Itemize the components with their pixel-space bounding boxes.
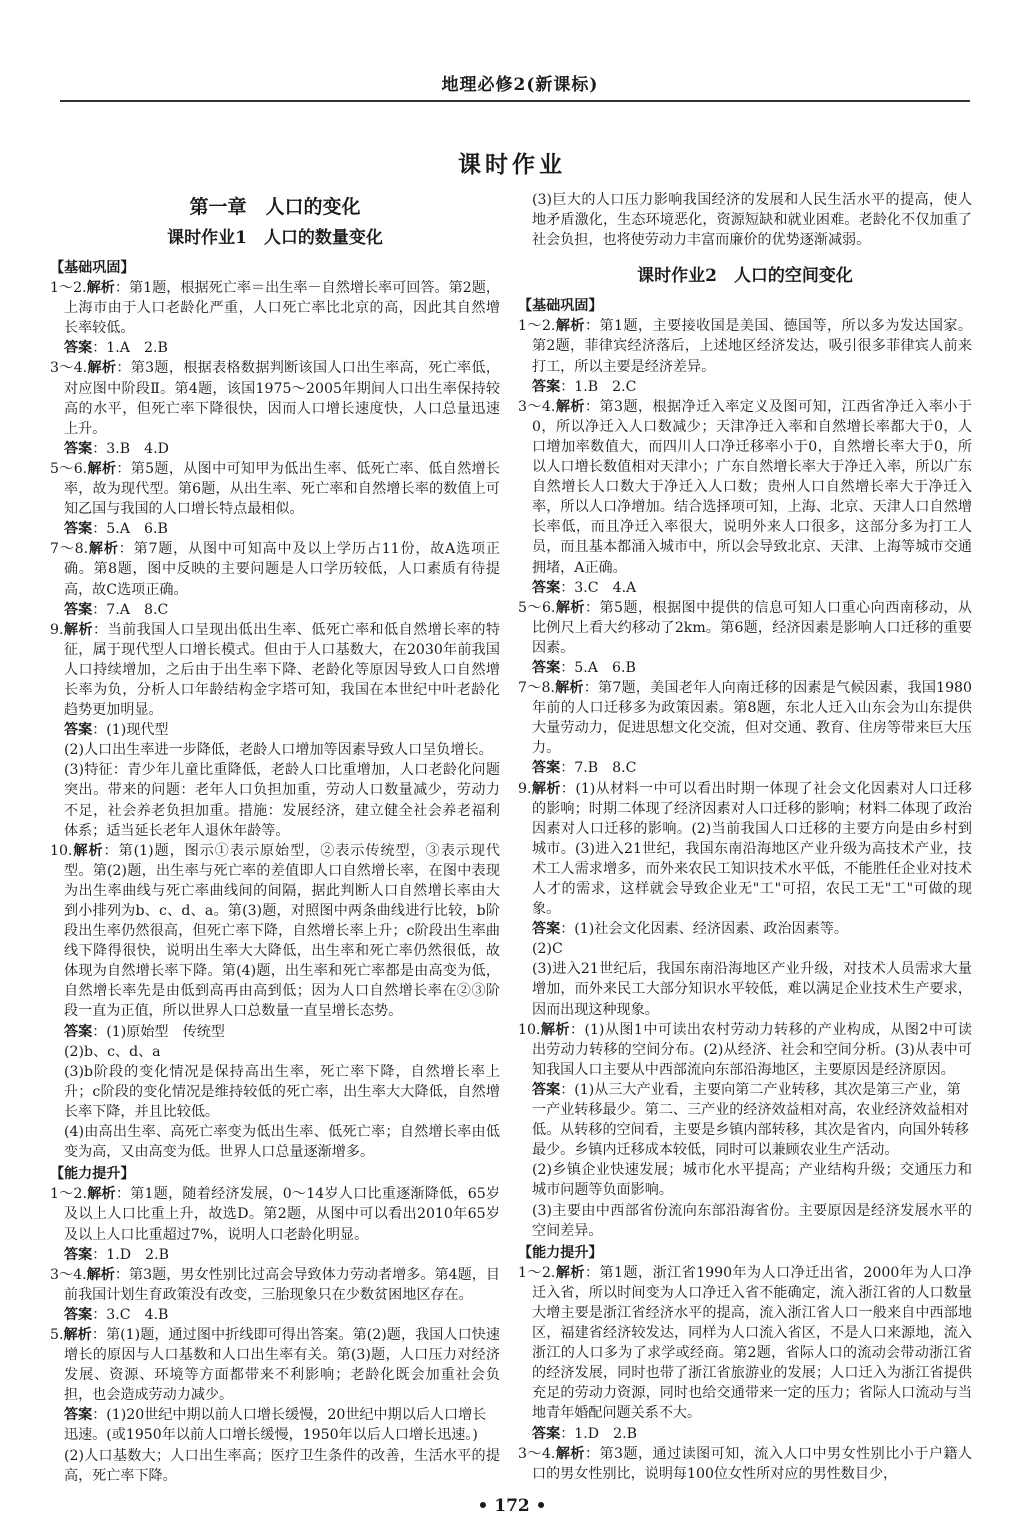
analysis-text: ：第3题，根据净迁入率定义及图可知，江西省净迁入率小于0，所以净迁入人口数减少；天津净迁入率和自然增长率都大于0，人口增加率数值大，而四川人口净迁移率小于0，自然增长率大于0，所以人口增长数值相对天津小；广东自然增长率大于净迁入率，所以广东自然增长人口数大于净迁入人口数；贵州人口自然增长率大于净迁入率，所以人口净增加。结合选择项可知，上海、北京、天津人口自然增长率低，而且净迁入率很大，说明外来人口很多，这部分多为打工人员，而且基本都涌入城市中，所以会导致北京、天津、上海等城市交通拥堵，A正确。 bbox=[532, 398, 973, 576]
answer-label: 答案 bbox=[64, 340, 93, 357]
analysis-label: 解析 bbox=[554, 680, 584, 697]
left-sections bbox=[50, 258, 500, 1486]
answer-line: 答案：1.B 2.C bbox=[532, 378, 637, 395]
answer-text: 3.C 4.A bbox=[574, 579, 637, 596]
answer-line: 答案：(1)从三大产业看，主要向第二产业转移，其次是第三产业，第一产业转移最少。第二、三产业的经济效益相对高，农业经济效益相对低。从转移的空间看，主要是乡镇内部转移，其次是省内，向国外转移最少。乡镇内迁移成本较低，同时可以兼顾农业生产活动。 bbox=[532, 1081, 969, 1159]
analysis-label: 解析 bbox=[86, 1266, 115, 1283]
answer-text: 5.A 6.B bbox=[574, 659, 636, 676]
question-item bbox=[518, 316, 972, 376]
continuation-text: (3)巨大的人口压力影响我国经济的发展和人民生活水平的提高，使人地矛盾激化，生态环境恶化，资源短缺和就业困难。老龄化不仅加重了社会负担，也将使劳动力丰富而廉价的优势逐渐减弱。 bbox=[532, 192, 972, 249]
analysis-text: ：第1题，主要接收国是美国、德国等，所以多为发达国家。第2题，菲律宾经济落后，上述地区经济发达，吸引很多菲律宾人前来打工，所以主要是经济差异。 bbox=[532, 318, 973, 375]
analysis-text: ：第7题，美国老年人向南迁移的因素是气候因素，我国1980年前的人口迁移多为政策因素。第8题，东北人迁入山东会为山东提供大量劳动力，促进思想文化交流，但对交通、教育、住房等带来巨大压力。 bbox=[532, 680, 972, 757]
analysis-label: 解析 bbox=[531, 780, 561, 797]
question-item bbox=[50, 278, 500, 338]
answer-line: 答案：(1)社会文化因素、经济因素、政治因素等。 bbox=[532, 921, 848, 938]
analysis-text: ：(1)从图1中可读出农村劳动力转移的产业构成，从图2中可读出劳动力转移的空间分布。(2)从经济、社会和空间分析。(3)从表中可知我国人口主要从中西部流向东部沿海地区，主要原因是经济原因。 bbox=[532, 1021, 973, 1078]
answer-subpart: (3)特征：青少年儿童比重降低，老龄人口比重增加，人口老龄化问题突出。带来的问题：老年人口负担加重，劳动人口数量减少，劳动力不足，社会养老负担加重。措施：发展经济，建立健全社会养老福利体系；适当延长老年人退休年龄等。 bbox=[64, 762, 500, 839]
answer-text: 1.D 2.B bbox=[106, 1246, 169, 1263]
analysis-label: 解析 bbox=[555, 1445, 585, 1462]
analysis-label: 解析 bbox=[555, 398, 585, 415]
question-item bbox=[518, 1444, 972, 1484]
analysis-text: ：第1题，根据死亡率＝出生率－自然增长率可回答。第2题，上海市由于人口老龄化严重，人口死亡率比北京的高，因此其自然增长率较低。 bbox=[64, 280, 501, 337]
analysis-text: ：第5题，根据图中提供的信息可知人口重心向西南移动，从比例尺上看大约移动了2km。第6题，经济因素是影响人口迁移的重要因素。 bbox=[532, 599, 973, 656]
answer-text: 5.A 6.B bbox=[106, 521, 168, 538]
answer-line: 答案：1.A 2.B bbox=[64, 340, 168, 357]
question-item bbox=[50, 459, 500, 519]
analysis-text: ：第3题，通过读图可知，流入人口中男女性别比小于户籍人口的男女性别比，说明每100位女性所对应的男性数目少， bbox=[532, 1445, 973, 1482]
answer-line: 答案：5.A 6.B bbox=[64, 521, 168, 538]
analysis-text: ：第3题，男女性别比过高会导致体力劳动者增多。第4题，目前我国计划生育政策没有改变，三胎现象只在少数贫困地区存在。 bbox=[64, 1266, 501, 1303]
page-number: • 172 • bbox=[477, 1496, 547, 1516]
answer-text: (1)从三大产业看，主要向第二产业转移，其次是第三产业，第一产业转移最少。第二、三产业的经济效益相对高，农业经济效益相对低。从转移的空间看，主要是乡镇内部转移，其次是省内，向国外转移最少。乡镇内迁移成本较低，同时可以兼顾农业生产活动。 bbox=[532, 1081, 969, 1159]
answer-line: 答案：(1)现代型 bbox=[64, 722, 169, 739]
lesson-title: 课时作业1 人口的数量变化 bbox=[167, 228, 383, 248]
section-heading: 【基础巩固】 bbox=[518, 298, 603, 315]
answer-text: (1)原始型 传统型 bbox=[106, 1023, 225, 1040]
question-number: 7～8. bbox=[50, 541, 89, 558]
answer-subpart: (2)乡镇企业快速发展；城市化水平提高；产业结构升级；交通压力和城市问题等负面影响。 bbox=[532, 1162, 972, 1199]
answer-subpart: (2)人口基数大；人口出生率高；医疗卫生条件的改善，生活水平的提高，死亡率下降。 bbox=[64, 1447, 500, 1484]
question-number: 3～4. bbox=[50, 1266, 87, 1283]
analysis-label: 解析 bbox=[555, 599, 585, 616]
analysis-label: 解析 bbox=[555, 1264, 585, 1281]
question-number: 1～2. bbox=[50, 1186, 87, 1203]
analysis-label: 解析 bbox=[540, 1021, 570, 1038]
answer-text: 7.B 8.C bbox=[574, 760, 637, 777]
question-item bbox=[518, 678, 972, 758]
analysis-text: ：(1)从材料一中可以看出时期一体现了社会文化因素对人口迁移的影响；时期二体现了经济因素对人口迁移的影响；材料二体现了政治因素对人口迁移的影响。(2)当前我国人口迁移的主要方向是由乡村到城市。(3)进入21世纪，我国东南沿海地区产业升级为高技术产业，技术工人需求增多，而外来农民工知识技术水平低，不能胜任企业对技术人才的需求，这样就会导致企业无"工"可招，农民工无"工"可做的现象。 bbox=[532, 780, 972, 918]
question-number: 5～6. bbox=[50, 460, 88, 477]
analysis-label: 解析 bbox=[86, 1186, 116, 1203]
answer-label: 答案 bbox=[64, 722, 93, 739]
answer-label: 答案 bbox=[532, 378, 561, 395]
answer-subpart: (3)进入21世纪后，我国东南沿海地区产业升级，对技术人员需求大量增加，而外来民工大部分知识水平较低，难以满足企业技术生产要求，因而出现这种现象。 bbox=[532, 961, 972, 1018]
answer-label: 答案 bbox=[64, 521, 93, 538]
answer-label: 答案 bbox=[64, 1407, 93, 1424]
question-item bbox=[518, 1020, 972, 1080]
answer-text: (1)社会文化因素、经济因素、政治因素等。 bbox=[574, 921, 848, 938]
answer-line: 答案：3.C 4.A bbox=[532, 579, 637, 596]
answer-subpart: (2)C bbox=[532, 941, 563, 958]
question-item bbox=[50, 1184, 500, 1244]
answer-subpart: (4)由高出生率、高死亡率变为低出生率、低死亡率；自然增长率由低变为高，又由高变为低。世界人口总量逐渐增多。 bbox=[64, 1124, 500, 1161]
answer-label: 答案 bbox=[532, 760, 561, 777]
analysis-text: ：第1题，浙江省1990年为人口净迁出省，2000年为人口净迁入省，所以时间变为人口净迁入省不能确定，流入浙江省的人口数量大增主要是浙江省经济水平的提高，流入浙江省人口一般来自中西部地区，福建省经济较发达，同样为人口流入省区，不是人口来源地，流入浙江的人口多为了求学或经商。第2题，省际人口的流动会带动浙江省的经济发展，同时也带了浙江省旅游业的发展；人口迁入为浙江省提供充足的劳动力资源，同时也给交通带来一定的压力；省际人口流动与当地青年婚配问题关系不大。 bbox=[532, 1264, 973, 1422]
answer-text: 3.C 4.B bbox=[106, 1306, 169, 1323]
analysis-text: ：第1题，随着经济发展，0～14岁人口比重逐渐降低，65岁及以上人口比重上升，故选D。第2题，从图中可以看出2010年65岁及以上人口比重超过7%，说明人口老龄化明显。 bbox=[64, 1186, 500, 1243]
question-number: 3～4. bbox=[518, 1445, 556, 1462]
question-item bbox=[518, 397, 972, 578]
answer-line: 答案：3.C 4.B bbox=[64, 1306, 169, 1323]
answer-text: 1.B 2.C bbox=[574, 378, 637, 395]
answer-text: 3.B 4.D bbox=[106, 440, 169, 457]
question-number: 5～6. bbox=[518, 599, 556, 616]
answer-text: 7.A 8.C bbox=[106, 601, 169, 618]
analysis-text: ：第3题，根据表格数据判断该国人口出生率高，死亡率低，对应图中阶段Ⅱ。第4题，该国1975～2005年期间人口出生率保持较高的水平，但死亡率下降很快，因而人口增长速度快，人口总量迅速上升。 bbox=[64, 360, 501, 437]
answer-line: 答案：7.A 8.C bbox=[64, 601, 169, 618]
answer-line: 答案：(1)20世纪中期以前人口增长缓慢，20世纪中期以后人口增长迅速。(或1950年以前人口增长缓慢，1950年以后人口增长迅速。) bbox=[64, 1407, 487, 1444]
question-item bbox=[50, 1265, 500, 1305]
left-column bbox=[50, 190, 500, 1486]
chapter-title: 第一章 人口的变化 bbox=[189, 196, 361, 218]
analysis-text: ：第7题，从图中可知高中及以上学历占11份，故A选项正确。第8题，图中反映的主要问题是人口学历较低，人口素质有待提高，故C选项正确。 bbox=[64, 541, 501, 598]
analysis-text: ：第(1)题，通过图中折线即可得出答案。第(2)题，我国人口快速增长的原因与人口基数和人口出生率有关。第(3)题，人口压力对经济发展、资源、环境等方面都带来不利影响；老龄化既会加重社会负担，也会造成劳动力减少。 bbox=[64, 1326, 500, 1404]
question-item bbox=[50, 358, 500, 438]
answer-label: 答案 bbox=[64, 601, 93, 618]
answer-label: 答案 bbox=[64, 1023, 93, 1040]
question-number: 1～2. bbox=[518, 1264, 556, 1281]
section-heading: 【能力提升】 bbox=[518, 1244, 603, 1261]
answer-text: 1.D 2.B bbox=[574, 1425, 637, 1442]
analysis-label: 解析 bbox=[63, 621, 94, 638]
analysis-label: 解析 bbox=[72, 842, 104, 859]
question-number: 1～2. bbox=[50, 280, 87, 297]
right-column bbox=[518, 190, 972, 1484]
answer-label: 答案 bbox=[532, 659, 561, 676]
section-heading: 【能力提升】 bbox=[50, 1166, 135, 1183]
question-number: 3～4. bbox=[518, 398, 556, 415]
analysis-label: 解析 bbox=[87, 360, 117, 377]
answer-text: 1.A 2.B bbox=[106, 340, 168, 357]
question-number: 7～8. bbox=[518, 680, 555, 697]
question-item bbox=[518, 1263, 972, 1424]
answer-label: 答案 bbox=[64, 440, 93, 457]
main-title: 课时作业 bbox=[458, 151, 566, 178]
answer-subpart: (2)b、c、d、a bbox=[64, 1043, 161, 1060]
answer-line: 答案：1.D 2.B bbox=[532, 1425, 637, 1442]
question-item bbox=[50, 1325, 500, 1405]
running-header: 地理必修2(新课标) bbox=[441, 75, 599, 95]
answer-line: 答案：(1)原始型 传统型 bbox=[64, 1023, 225, 1040]
question-item bbox=[50, 841, 500, 1022]
analysis-text: ：当前我国人口呈现出低出生率、低死亡率和低自然增长率的特征，属于现代型人口增长模式。但由于人口基数大，在2030年前我国人口持续增加，之后由于出生率下降、老龄化等原因导致人口自然增长率为负，分析人口年龄结构金字塔可知，我国在本世纪中叶老龄化趋势更加明显。 bbox=[64, 621, 500, 719]
analysis-label: 解析 bbox=[88, 541, 119, 558]
answer-label: 答案 bbox=[532, 1081, 561, 1098]
answer-label: 答案 bbox=[64, 1246, 93, 1263]
answer-label: 答案 bbox=[532, 1425, 561, 1442]
header-rule bbox=[60, 100, 970, 102]
question-item bbox=[518, 598, 972, 658]
analysis-label: 解析 bbox=[63, 1326, 92, 1343]
question-item bbox=[518, 779, 972, 920]
question-number: 9. bbox=[50, 621, 64, 638]
analysis-text: ：第(1)题，图示①表示原始型，②表示传统型，③表示现代型。第(2)题，出生率与死亡率的差值即人口自然增长率，在图中表现为出生率曲线与死亡率曲线间的间隔，据此判断人口自然增长率由大到小排列为b、c、d、a。第(3)题，对照图中两条曲线进行比较，b阶段出生率仍然很高，但死亡率下降，自然增长率上升；c阶段出生率曲线下降得很快，说明出生率大大降低，出生率和死亡率仍然很低，故体现为自然增长率下降。第(4)题，出生率和死亡率都是由高变为低，自然增长率先是由低到高再由高到低；因为人口自然增长率在②③阶段一直为正值，所以世界人口总数量一直呈增长态势。 bbox=[64, 842, 500, 1020]
question-item bbox=[50, 620, 500, 720]
analysis-text: ：第5题，从图中可知甲为低出生率、低死亡率、低自然增长率，故为现代型。第6题，从出生率、死亡率和自然增长率的数值上可知乙国与我国的人口增长特点最相似。 bbox=[64, 460, 501, 518]
question-number: 1～2. bbox=[518, 318, 556, 335]
answer-label: 答案 bbox=[532, 921, 561, 938]
answer-text: (1)现代型 bbox=[106, 722, 169, 739]
answer-label: 答案 bbox=[64, 1306, 93, 1323]
question-number: 10. bbox=[518, 1021, 541, 1038]
question-number: 9. bbox=[518, 780, 532, 797]
answer-line: 答案：1.D 2.B bbox=[64, 1246, 169, 1263]
answer-line: 答案：5.A 6.B bbox=[532, 659, 636, 676]
answer-line: 答案：7.B 8.C bbox=[532, 760, 637, 777]
answer-subpart: (2)人口出生率进一步降低，老龄人口增加等因素导致人口呈负增长。 bbox=[64, 742, 493, 759]
answer-line: 答案：3.B 4.D bbox=[64, 440, 169, 457]
question-number: 5. bbox=[50, 1326, 64, 1343]
analysis-label: 解析 bbox=[86, 280, 115, 297]
answer-subpart: (3)主要由中西部省份流向东部沿海省份。主要原因是经济发展水平的空间差异。 bbox=[532, 1202, 972, 1239]
lesson-title-2: 课时作业2 人口的空间变化 bbox=[637, 266, 853, 287]
question-number: 3～4. bbox=[50, 360, 88, 377]
analysis-label: 解析 bbox=[555, 318, 585, 335]
section-heading: 【基础巩固】 bbox=[50, 260, 135, 276]
answer-label: 答案 bbox=[532, 579, 561, 596]
right-sections bbox=[518, 296, 972, 1484]
question-item bbox=[50, 539, 500, 599]
question-number: 10. bbox=[50, 842, 73, 859]
answer-text: (1)20世纪中期以前人口增长缓慢，20世纪中期以后人口增长迅速。(或1950年以前人口增长缓慢，1950年以后人口增长迅速。) bbox=[64, 1407, 487, 1444]
analysis-label: 解析 bbox=[87, 460, 117, 477]
answer-subpart: (3)b阶段的变化情况是保持高出生率，死亡率下降，自然增长率上升；c阶段的变化情况是维持较低的死亡率，出生率大大降低，自然增长率下降，并且比较低。 bbox=[64, 1063, 500, 1120]
